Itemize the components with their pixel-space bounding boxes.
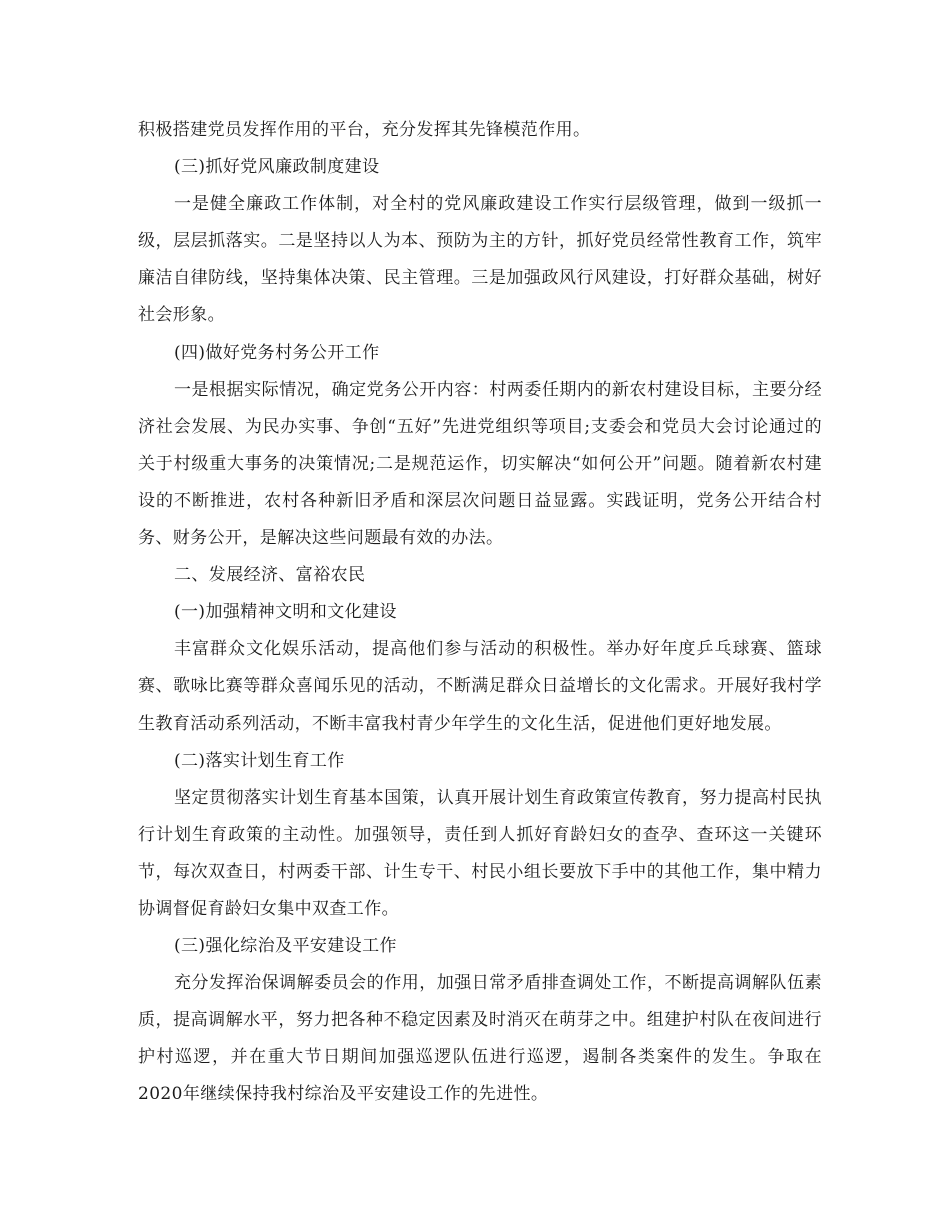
paragraph-family-planning: 坚定贯彻落实计划生育基本国策，认真开展计划生育政策宣传教育，努力提高村民执行计划生育政策的主动性。加强领导，责任到人抓好育龄妇女的查孕、查环这一关键环节，每次双查日，村两委干部、计生专干、村民小组长要放下手中的其他工作，集中精力协调督促育龄妇女集中双查工作。 <box>138 787 822 919</box>
paragraph-affairs-disclosure: 一是根据实际情况，确定党务公开内容：村两委任期内的新农村建设目标，主要分经济社会发展、为民办实事、争创“五好”先进党组织等项目;支委会和党员大会讨论通过的关于村级重大事务的决策情况;二是规范运作，切实解决“如何公开”问题。随着新农村建设的不断推进，农村各种新旧矛盾和深层次问题日益显露。实践证明，党务公开结合村务、财务公开，是解决这些问题最有效的办法。 <box>138 379 822 549</box>
section-heading-culture: (一)加强精神文明和文化建设 <box>174 602 397 623</box>
document-body <box>138 112 822 1114</box>
section-heading-affairs-disclosure: (四)做好党务村务公开工作 <box>174 342 380 363</box>
paragraph-continuation: 积极搭建党员发挥作用的平台，充分发挥其先锋模范作用。 <box>138 120 591 140</box>
paragraph-party-discipline: 一是健全廉政工作体制，对全村的党风廉政建设工作实行层级管理，做到一级抓一级，层层抓落实。二是坚持以人为本、预防为主的方针，抓好党员经常性教育工作，筑牢廉洁自律防线，坚持集体决策、民主管理。三是加强政风行风建设，打好群众基础，树好社会形象。 <box>138 194 822 326</box>
section-heading-public-safety: (三)强化综治及平安建设工作 <box>174 936 397 957</box>
section-heading-party-discipline: (三)抓好党风廉政制度建设 <box>174 157 380 178</box>
section-heading-economy: 二、发展经济、富裕农民 <box>174 565 366 586</box>
paragraph-culture: 丰富群众文化娱乐活动，提高他们参与活动的积极性。举办好年度乒乓球赛、篮球赛、歌咏比赛等群众喜闻乐见的活动，不断满足群众日益增长的文化需求。开展好我村学生教育活动系列活动，不断丰富我村青少年学生的文化生活，促进他们更好地发展。 <box>138 639 822 734</box>
section-heading-family-planning: (二)落实计划生育工作 <box>174 750 345 771</box>
paragraph-public-safety: 充分发挥治保调解委员会的作用，加强日常矛盾排查调处工作，不断提高调解队伍素质，提高调解水平，努力把各种不稳定因素及时消灭在萌芽之中。组建护村队在夜间进行护村巡逻，并在重大节日期间加强巡逻队伍进行巡逻，遏制各类案件的发生。争取在2020年继续保持我村综治及平安建设工作的先进性。 <box>138 973 822 1105</box>
